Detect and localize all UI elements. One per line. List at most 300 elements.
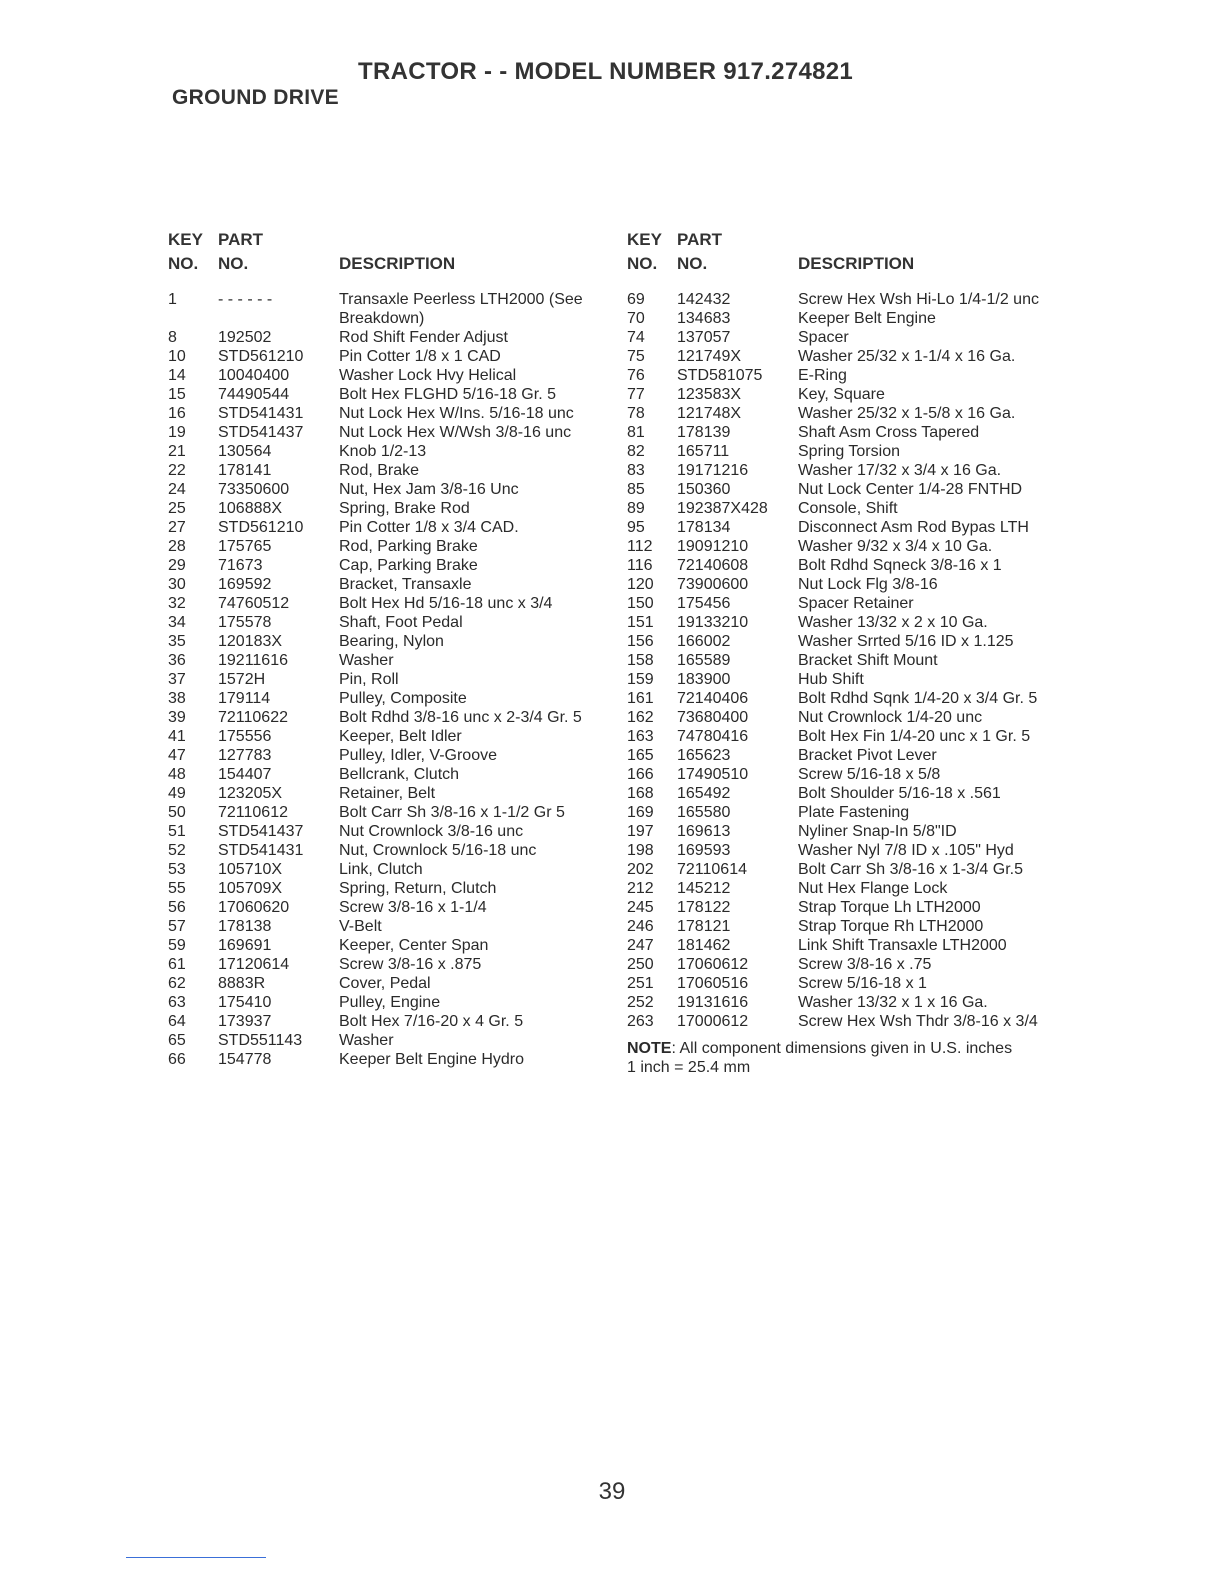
key-cell: 1 xyxy=(168,291,177,308)
description-cell: Washer 17/32 x 3/4 x 16 Ga. xyxy=(798,462,1002,479)
description-cell: Washer Nyl 7/8 ID x .105" Hyd xyxy=(798,842,1014,859)
key-header-line2: NO. xyxy=(627,254,658,273)
part-number-cell: 130564 xyxy=(218,443,272,460)
key-cell: 150 xyxy=(627,595,654,612)
key-cell: 14 xyxy=(168,367,186,384)
description-cell: Nut Hex Flange Lock xyxy=(798,880,948,897)
part-number-cell: 183900 xyxy=(677,671,731,688)
part-number-cell: 165589 xyxy=(677,652,731,669)
part-number-cell: STD541437 xyxy=(218,823,304,840)
key-cell: 166 xyxy=(627,766,654,783)
key-cell: 116 xyxy=(627,557,653,574)
description-cell: Bolt Hex 7/16-20 x 4 Gr. 5 xyxy=(339,1013,524,1030)
table-row xyxy=(166,556,616,575)
key-cell: 198 xyxy=(627,842,654,859)
key-cell: 24 xyxy=(168,481,186,498)
part-number-cell: 181462 xyxy=(677,937,731,954)
description-cell: Bearing, Nylon xyxy=(339,633,444,650)
key-cell: 159 xyxy=(627,671,654,688)
description-cell: Nut Crownlock 1/4-20 unc xyxy=(798,709,983,726)
key-cell: 63 xyxy=(168,994,186,1011)
table-row xyxy=(166,898,616,917)
table-row xyxy=(166,632,616,651)
key-cell: 36 xyxy=(168,652,186,669)
description-cell: Spacer xyxy=(798,329,849,346)
table-row xyxy=(166,746,616,765)
description-cell: Cap, Parking Brake xyxy=(339,557,478,574)
key-cell: 50 xyxy=(168,804,186,821)
key-cell: 202 xyxy=(627,861,654,878)
key-cell: 55 xyxy=(168,880,186,897)
part-number-cell: 137057 xyxy=(677,329,731,346)
description-cell: Screw 3/8-16 x .875 xyxy=(339,956,482,973)
description-cell: E-Ring xyxy=(798,367,847,384)
description-cell: Strap Torque Lh LTH2000 xyxy=(798,899,981,916)
description-cell: Washer 13/32 x 1 x 16 Ga. xyxy=(798,994,988,1011)
page-title: TRACTOR - - MODEL NUMBER 917.274821 xyxy=(358,58,854,85)
key-cell: 21 xyxy=(168,443,186,460)
description-cell: Nut Lock Flg 3/8-16 xyxy=(798,576,938,593)
description-cell: Bolt Carr Sh 3/8-16 x 1-1/2 Gr 5 xyxy=(339,804,565,821)
table-row xyxy=(625,328,1085,347)
part-number-cell: - - - - - - xyxy=(218,291,273,308)
key-cell: 59 xyxy=(168,937,186,954)
part-number-cell: 192502 xyxy=(218,329,272,346)
part-number-cell: 19131616 xyxy=(677,994,749,1011)
description-cell: Pulley, Composite xyxy=(339,690,467,707)
table-row xyxy=(166,613,616,632)
key-cell: 165 xyxy=(627,747,654,764)
description-cell: Pin Cotter 1/8 x 3/4 CAD. xyxy=(339,519,519,536)
part-header-line1: PART xyxy=(218,230,264,249)
description-cell: Bolt Rdhd Sqnk 1/4-20 x 3/4 Gr. 5 xyxy=(798,690,1038,707)
table-row xyxy=(625,974,1085,993)
table-row xyxy=(166,955,616,974)
section-title: GROUND DRIVE xyxy=(172,86,339,109)
part-number-cell: 178121 xyxy=(677,918,731,935)
part-number-cell: STD561210 xyxy=(218,348,304,365)
key-cell: 30 xyxy=(168,576,186,593)
description-cell: Washer Srrted 5/16 ID x 1.125 xyxy=(798,633,1014,650)
description-cell: Strap Torque Rh LTH2000 xyxy=(798,918,984,935)
description-cell: Keeper Belt Engine xyxy=(798,310,936,327)
part-number-cell: 72110612 xyxy=(218,804,288,821)
table-row xyxy=(166,727,616,746)
part-number-cell: 178134 xyxy=(677,519,731,536)
key-cell: 151 xyxy=(627,614,654,631)
table-row xyxy=(625,860,1085,879)
part-number-cell: 175456 xyxy=(677,595,731,612)
part-number-cell: 74490544 xyxy=(218,386,290,403)
part-number-cell: 175578 xyxy=(218,614,272,631)
description-cell: Bolt Shoulder 5/16-18 x .561 xyxy=(798,785,1001,802)
key-cell: 82 xyxy=(627,443,645,460)
part-number-cell: 165623 xyxy=(677,747,731,764)
key-cell: 120 xyxy=(627,576,654,593)
key-header-line1: KEY xyxy=(627,230,662,249)
part-number-cell: 175765 xyxy=(218,538,272,555)
table-header xyxy=(166,230,616,290)
key-cell: 32 xyxy=(168,595,186,612)
table-row xyxy=(625,309,1085,328)
part-number-cell: 72110622 xyxy=(218,709,288,726)
key-cell: 263 xyxy=(627,1013,654,1030)
key-cell: 53 xyxy=(168,861,186,878)
part-number-cell: 169613 xyxy=(677,823,731,840)
part-number-cell: 8883R xyxy=(218,975,266,992)
part-number-cell: 71673 xyxy=(218,557,263,574)
table-row xyxy=(166,499,616,518)
part-number-cell: 105709X xyxy=(218,880,283,897)
part-number-cell: 165580 xyxy=(677,804,731,821)
part-number-cell: 154778 xyxy=(218,1051,272,1068)
part-number-cell: 17060620 xyxy=(218,899,290,916)
part-number-cell: STD541431 xyxy=(218,842,304,859)
part-number-cell: 134683 xyxy=(677,310,731,327)
key-cell: 41 xyxy=(168,728,186,745)
part-number-cell: 127783 xyxy=(218,747,272,764)
part-number-cell: 169592 xyxy=(218,576,272,593)
key-cell: 163 xyxy=(627,728,654,745)
table-row xyxy=(166,594,616,613)
part-number-cell: 178138 xyxy=(218,918,272,935)
description-cell: Bolt Rdhd 3/8-16 unc x 2-3/4 Gr. 5 xyxy=(339,709,582,726)
table-row xyxy=(166,936,616,955)
description-cell: Spring Torsion xyxy=(798,443,900,460)
part-number-cell: 19171216 xyxy=(677,462,749,479)
key-cell: 61 xyxy=(168,956,186,973)
description-cell: Retainer, Belt xyxy=(339,785,436,802)
key-cell: 78 xyxy=(627,405,645,422)
table-row xyxy=(625,537,1085,556)
description-cell: Bolt Rdhd Sqneck 3/8-16 x 1 xyxy=(798,557,1002,574)
parts-table-left xyxy=(166,230,616,1069)
table-row xyxy=(625,442,1085,461)
description-cell: Bolt Hex Hd 5/16-18 unc x 3/4 xyxy=(339,595,553,612)
table-row xyxy=(625,955,1085,974)
part-number-cell: 121748X xyxy=(677,405,742,422)
table-row xyxy=(166,518,616,537)
description-cell: Spring, Brake Rod xyxy=(339,500,470,517)
description-cell: Key, Square xyxy=(798,386,885,403)
description-cell: Console, Shift xyxy=(798,500,898,517)
part-number-cell: 175410 xyxy=(218,994,272,1011)
table-body xyxy=(166,290,616,1069)
key-cell: 39 xyxy=(168,709,186,726)
table-row xyxy=(166,347,616,366)
part-number-cell: STD561210 xyxy=(218,519,304,536)
key-cell: 81 xyxy=(627,424,645,441)
table-row xyxy=(166,366,616,385)
key-cell: 15 xyxy=(168,386,186,403)
key-cell: 28 xyxy=(168,538,186,555)
description-cell: Screw Hex Wsh Thdr 3/8-16 x 3/4 xyxy=(798,1013,1038,1030)
description-cell: Link, Clutch xyxy=(339,861,423,878)
table-row xyxy=(166,328,616,347)
part-number-cell: STD541437 xyxy=(218,424,304,441)
key-cell: 168 xyxy=(627,785,654,802)
description-cell: Pin, Roll xyxy=(339,671,399,688)
part-number-cell: 19133210 xyxy=(677,614,749,631)
description-cell: Nut Lock Hex W/Ins. 5/16-18 unc xyxy=(339,405,574,422)
key-cell: 252 xyxy=(627,994,654,1011)
key-header-line2: NO. xyxy=(168,254,199,273)
part-number-cell: 169691 xyxy=(218,937,272,954)
key-cell: 29 xyxy=(168,557,186,574)
table-row xyxy=(166,423,616,442)
table-row xyxy=(625,841,1085,860)
description-cell: Pin Cotter 1/8 x 1 CAD xyxy=(339,348,501,365)
table-row xyxy=(166,1050,616,1069)
table-row xyxy=(166,651,616,670)
key-cell: 27 xyxy=(168,519,186,536)
description-cell: Nyliner Snap-In 5/8"ID xyxy=(798,823,957,840)
key-cell: 56 xyxy=(168,899,186,916)
table-row xyxy=(166,290,616,328)
table-row xyxy=(625,936,1085,955)
key-cell: 247 xyxy=(627,937,654,954)
key-cell: 75 xyxy=(627,348,645,365)
key-cell: 8 xyxy=(168,329,177,346)
part-number-cell: 17060612 xyxy=(677,956,749,973)
table-row xyxy=(166,708,616,727)
description-cell: Plate Fastening xyxy=(798,804,910,821)
description-cell: Washer xyxy=(339,652,394,669)
table-row xyxy=(625,917,1085,936)
part-header-line1: PART xyxy=(677,230,723,249)
table-row xyxy=(625,404,1085,423)
description-cell: Transaxle Peerless LTH2000 (See Breakdown) xyxy=(339,291,583,327)
table-row xyxy=(625,670,1085,689)
description-cell: Nut Crownlock 3/8-16 unc xyxy=(339,823,524,840)
part-number-cell: 73350600 xyxy=(218,481,290,498)
part-number-cell: 178139 xyxy=(677,424,731,441)
part-number-cell: 179114 xyxy=(218,690,271,707)
note-text: : All component dimensions given in U.S. inches xyxy=(671,1040,1013,1057)
key-cell: 16 xyxy=(168,405,186,422)
table-row xyxy=(625,594,1085,613)
part-number-cell: 17120614 xyxy=(218,956,290,973)
description-cell: Washer Lock Hvy Helical xyxy=(339,367,517,384)
table-row xyxy=(625,556,1085,575)
key-cell: 19 xyxy=(168,424,186,441)
key-cell: 161 xyxy=(627,690,654,707)
key-cell: 169 xyxy=(627,804,654,821)
description-cell: Nut Lock Hex W/Wsh 3/8-16 unc xyxy=(339,424,572,441)
parts-table-right xyxy=(625,230,1085,1077)
table-row xyxy=(625,385,1085,404)
part-number-cell: 192387X428 xyxy=(677,500,768,517)
table-row xyxy=(166,537,616,556)
table-row xyxy=(625,822,1085,841)
note-label: NOTE xyxy=(627,1040,672,1057)
key-cell: 38 xyxy=(168,690,186,707)
description-cell: Keeper Belt Engine Hydro xyxy=(339,1051,524,1068)
table-row xyxy=(166,974,616,993)
description-cell: Nut Lock Center 1/4-28 FNTHD xyxy=(798,481,1023,498)
part-number-cell: 123583X xyxy=(677,386,742,403)
description-cell: Hub Shift xyxy=(798,671,864,688)
table-row xyxy=(625,461,1085,480)
key-cell: 34 xyxy=(168,614,186,631)
part-number-cell: 106888X xyxy=(218,500,283,517)
description-cell: Cover, Pedal xyxy=(339,975,431,992)
description-cell: Link Shift Transaxle LTH2000 xyxy=(798,937,1007,954)
table-row xyxy=(625,518,1085,537)
table-row xyxy=(625,1012,1085,1031)
key-cell: 25 xyxy=(168,500,186,517)
part-number-cell: 142432 xyxy=(677,291,731,308)
table-row xyxy=(625,575,1085,594)
description-cell: Screw 3/8-16 x .75 xyxy=(798,956,932,973)
part-number-cell: 145212 xyxy=(677,880,731,897)
part-number-cell: 123205X xyxy=(218,785,283,802)
description-cell: Pulley, Idler, V-Groove xyxy=(339,747,497,764)
description-cell: Bolt Hex FLGHD 5/16-18 Gr. 5 xyxy=(339,386,556,403)
part-number-cell: 165711 xyxy=(677,443,730,460)
note-conversion: 1 inch = 25.4 mm xyxy=(627,1059,751,1076)
description-cell: Rod, Parking Brake xyxy=(339,538,478,555)
key-header-line1: KEY xyxy=(168,230,203,249)
description-cell: Screw 3/8-16 x 1-1/4 xyxy=(339,899,487,916)
description-cell: Knob 1/2-13 xyxy=(339,443,427,460)
part-number-cell: 1572H xyxy=(218,671,266,688)
table-row xyxy=(625,727,1085,746)
table-row xyxy=(625,423,1085,442)
part-number-cell: 19091210 xyxy=(677,538,749,555)
table-row xyxy=(166,670,616,689)
table-row xyxy=(166,917,616,936)
key-cell: 112 xyxy=(627,538,653,555)
table-row xyxy=(166,404,616,423)
key-cell: 69 xyxy=(627,291,645,308)
table-row xyxy=(166,860,616,879)
description-cell: Bracket Pivot Lever xyxy=(798,747,937,764)
table-row xyxy=(625,347,1085,366)
description-header: DESCRIPTION xyxy=(339,254,456,273)
part-number-cell: 17490510 xyxy=(677,766,749,783)
description-cell: V-Belt xyxy=(339,918,382,935)
key-cell: 85 xyxy=(627,481,645,498)
table-row xyxy=(625,784,1085,803)
description-cell: Washer 9/32 x 3/4 x 10 Ga. xyxy=(798,538,993,555)
key-cell: 158 xyxy=(627,652,654,669)
table-row xyxy=(625,879,1085,898)
key-cell: 156 xyxy=(627,633,654,650)
description-cell: Bolt Hex Fin 1/4-20 unc x 1 Gr. 5 xyxy=(798,728,1031,745)
key-cell: 246 xyxy=(627,918,654,935)
table-row xyxy=(625,613,1085,632)
description-cell: Bracket Shift Mount xyxy=(798,652,938,669)
part-number-cell: 121749X xyxy=(677,348,742,365)
description-cell: Screw 5/16-18 x 1 xyxy=(798,975,927,992)
description-header: DESCRIPTION xyxy=(798,254,915,273)
key-cell: 48 xyxy=(168,766,186,783)
table-row xyxy=(166,879,616,898)
table-row xyxy=(166,1031,616,1050)
part-number-cell: 178122 xyxy=(677,899,731,916)
part-number-cell: STD541431 xyxy=(218,405,304,422)
table-row xyxy=(625,689,1085,708)
key-cell: 37 xyxy=(168,671,186,688)
key-cell: 52 xyxy=(168,842,186,859)
table-row xyxy=(166,442,616,461)
description-cell: Nut, Crownlock 5/16-18 unc xyxy=(339,842,537,859)
part-number-cell: 166002 xyxy=(677,633,731,650)
part-number-cell: 74760512 xyxy=(218,595,290,612)
part-number-cell: 175556 xyxy=(218,728,272,745)
table-row xyxy=(166,1012,616,1031)
description-cell: Keeper, Belt Idler xyxy=(339,728,462,745)
part-number-cell: 73900600 xyxy=(677,576,749,593)
description-cell: Bolt Carr Sh 3/8-16 x 1-3/4 Gr.5 xyxy=(798,861,1023,878)
part-number-cell: STD581075 xyxy=(677,367,763,384)
table-row xyxy=(625,708,1085,727)
part-number-cell: 72110614 xyxy=(677,861,747,878)
table-row xyxy=(166,480,616,499)
part-header-line2: NO. xyxy=(677,254,708,273)
table-row xyxy=(166,575,616,594)
table-row xyxy=(166,993,616,1012)
part-number-cell: 169593 xyxy=(677,842,731,859)
note xyxy=(627,1039,1087,1077)
part-number-cell: 73680400 xyxy=(677,709,749,726)
part-number-cell: 17060516 xyxy=(677,975,749,992)
table-row xyxy=(166,841,616,860)
table-row xyxy=(625,803,1085,822)
description-cell: Shaft Asm Cross Tapered xyxy=(798,424,980,441)
page-number: 39 xyxy=(598,1478,626,1505)
part-number-cell: 72140406 xyxy=(677,690,749,707)
table-row xyxy=(625,651,1085,670)
key-cell: 76 xyxy=(627,367,645,384)
description-cell: Spring, Return, Clutch xyxy=(339,880,497,897)
key-cell: 89 xyxy=(627,500,645,517)
key-cell: 83 xyxy=(627,462,645,479)
table-row xyxy=(625,993,1085,1012)
key-cell: 35 xyxy=(168,633,186,650)
table-row xyxy=(166,461,616,480)
description-cell: Disconnect Asm Rod Bypas LTH xyxy=(798,519,1029,536)
description-cell: Washer 13/32 x 2 x 10 Ga. xyxy=(798,614,988,631)
description-cell: Screw Hex Wsh Hi-Lo 1/4-1/2 unc xyxy=(798,291,1039,308)
key-cell: 212 xyxy=(627,880,654,897)
key-cell: 62 xyxy=(168,975,186,992)
table-row xyxy=(166,385,616,404)
part-number-cell: 150360 xyxy=(677,481,731,498)
key-cell: 74 xyxy=(627,329,645,346)
table-header xyxy=(625,230,1085,290)
bottom-divider xyxy=(126,1557,266,1558)
description-cell: Shaft, Foot Pedal xyxy=(339,614,463,631)
part-number-cell: 105710X xyxy=(218,861,283,878)
table-row xyxy=(625,290,1085,309)
table-row xyxy=(625,746,1085,765)
key-cell: 251 xyxy=(627,975,654,992)
key-cell: 245 xyxy=(627,899,654,916)
part-number-cell: 10040400 xyxy=(218,367,290,384)
key-cell: 197 xyxy=(627,823,654,840)
table-body xyxy=(625,290,1085,1031)
description-cell: Nut, Hex Jam 3/8-16 Unc xyxy=(339,481,519,498)
table-row xyxy=(625,632,1085,651)
description-cell: Pulley, Engine xyxy=(339,994,441,1011)
description-cell: Washer xyxy=(339,1032,394,1049)
part-number-cell: 154407 xyxy=(218,766,272,783)
key-cell: 64 xyxy=(168,1013,186,1030)
key-cell: 77 xyxy=(627,386,645,403)
description-cell: Bracket, Transaxle xyxy=(339,576,472,593)
